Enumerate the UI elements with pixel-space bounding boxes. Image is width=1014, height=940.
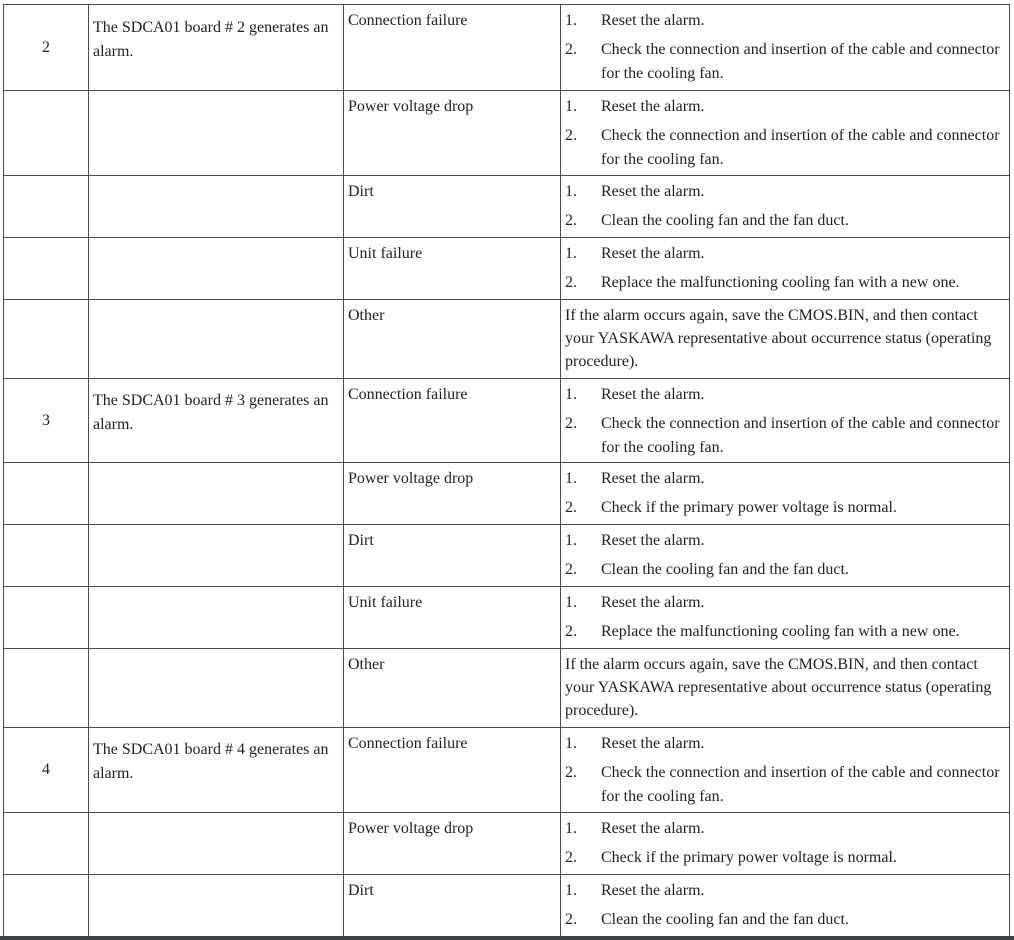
cause-cell [344,238,561,300]
cause-cell [344,176,561,238]
cause-cell [344,525,561,587]
action-cell [561,5,1010,91]
action-note: If the alarm occurs again, save the CMOS.BIN, and then contact your YASKAWA representative about occurrence status (operating procedure). [565,656,992,719]
step-text: Reset the alarm. [601,245,705,262]
alarm-table [3,4,1010,937]
step-text: Reset the alarm. [601,470,705,487]
action-cell [561,238,1010,300]
cause-cell [344,728,561,813]
alarm-number-cell [4,238,89,300]
cause-cell [344,463,561,525]
step-text: Reset the alarm. [601,12,705,29]
action-steps [565,383,1005,460]
action-step [565,620,1005,644]
action-step [565,732,1005,756]
table-row [4,91,1010,176]
alarm-number-cell [4,649,89,728]
alarm-description-cell [89,813,344,875]
alarm-number-cell [4,91,89,176]
alarm-description-cell [89,728,344,813]
action-step [565,467,1005,491]
alarm-description-cell [89,176,344,238]
step-text: Replace the malfunctioning cooling fan with a new one. [601,623,960,640]
step-text: Reset the alarm. [601,882,705,899]
step-text: Reset the alarm. [601,735,705,752]
table-row [4,728,1010,813]
alarm-number-cell [4,379,89,463]
action-steps [565,529,1005,582]
action-cell [561,875,1010,937]
action-steps [565,817,1005,870]
action-steps [565,732,1005,809]
step-text: Reset the alarm. [601,532,705,549]
action-cell [561,379,1010,463]
step-number: 1. [565,820,577,837]
alarm-number: 3 [42,411,50,429]
action-step [565,761,1005,809]
alarm-description-cell [89,525,344,587]
action-cell [561,300,1010,379]
step-number: 1. [565,532,577,549]
alarm-number-cell [4,300,89,379]
action-steps [565,242,1005,295]
step-number: 1. [565,735,577,752]
cause-text: Unit failure [348,245,423,262]
window-bottom-bar [0,936,1014,940]
alarm-number-cell [4,176,89,238]
step-number: 1. [565,594,577,611]
cause-text: Other [348,656,385,673]
alarm-description-cell [89,379,344,463]
action-cell [561,813,1010,875]
action-step [565,591,1005,615]
action-cell [561,463,1010,525]
action-cell [561,587,1010,649]
action-cell [561,728,1010,813]
step-number: 2. [565,911,577,928]
alarm-description-cell [89,587,344,649]
alarm-description-cell [89,649,344,728]
step-number: 1. [565,245,577,262]
step-text: Reset the alarm. [601,386,705,403]
action-step [565,558,1005,582]
cause-text: Power voltage drop [348,470,474,487]
action-step [565,180,1005,204]
step-text: Check the connection and insertion of the cable and connector for the cooling fan. [601,41,1000,82]
alarm-number-cell [4,875,89,937]
step-number: 2. [565,623,577,640]
cause-cell [344,91,561,176]
action-step [565,412,1005,460]
step-number: 2. [565,849,577,866]
alarm-number-cell [4,813,89,875]
action-step [565,271,1005,295]
alarm-number: 2 [42,38,50,56]
step-text: Check the connection and insertion of the cable and connector for the cooling fan. [601,415,1000,456]
action-steps [565,879,1005,932]
table-row [4,463,1010,525]
action-step [565,242,1005,266]
action-steps [565,591,1005,644]
step-text: Reset the alarm. [601,820,705,837]
step-text: Check the connection and insertion of the cable and connector for the cooling fan. [601,127,1000,168]
action-step [565,529,1005,553]
alarm-description-cell [89,463,344,525]
cause-text: Dirt [348,532,374,549]
table-row [4,587,1010,649]
alarm-description-cell [89,5,344,91]
step-text: Reset the alarm. [601,98,705,115]
action-cell [561,649,1010,728]
cause-cell [344,379,561,463]
step-number: 1. [565,882,577,899]
step-number: 2. [565,499,577,516]
action-steps [565,180,1005,233]
step-number: 2. [565,415,577,432]
alarm-number-cell [4,728,89,813]
table-row [4,238,1010,300]
cause-text: Other [348,307,385,324]
action-note: If the alarm occurs again, save the CMOS.BIN, and then contact your YASKAWA representative about occurrence status (operating procedure). [565,307,992,370]
step-number: 1. [565,470,577,487]
table-row [4,813,1010,875]
action-step [565,846,1005,870]
cause-cell [344,300,561,379]
table-row [4,379,1010,463]
table-row [4,176,1010,238]
alarm-description-cell [89,238,344,300]
action-step [565,908,1005,932]
cause-cell [344,649,561,728]
action-step [565,209,1005,233]
step-number: 1. [565,183,577,200]
action-step [565,817,1005,841]
alarm-description-cell [89,875,344,937]
step-text: Reset the alarm. [601,594,705,611]
action-steps [565,467,1005,520]
action-steps [565,95,1005,172]
action-step [565,9,1005,33]
action-step [565,38,1005,86]
alarm-number: 4 [42,761,50,778]
step-number: 2. [565,41,577,58]
step-number: 1. [565,98,577,115]
cause-text: Dirt [348,882,374,899]
alarm-description-cell [89,91,344,176]
table-row [4,875,1010,937]
step-text: Reset the alarm. [601,183,705,200]
alarm-table-body [4,5,1010,937]
cause-text: Dirt [348,183,374,200]
step-text: Clean the cooling fan and the fan duct. [601,911,849,928]
alarm-description: The SDCA01 board # 2 generates an alarm. [93,18,329,60]
cause-cell [344,875,561,937]
action-cell [561,525,1010,587]
step-text: Replace the malfunctioning cooling fan with a new one. [601,274,960,291]
cause-text: Power voltage drop [348,98,474,115]
alarm-description: The SDCA01 board # 4 generates an alarm. [93,741,329,782]
action-step [565,124,1005,172]
action-steps [565,9,1005,86]
cause-cell [344,813,561,875]
step-text: Clean the cooling fan and the fan duct. [601,212,849,229]
action-step [565,879,1005,903]
alarm-number-cell [4,463,89,525]
alarm-number-cell [4,525,89,587]
step-text: Check if the primary power voltage is normal. [601,849,897,866]
table-row [4,525,1010,587]
table-row [4,649,1010,728]
cause-cell [344,587,561,649]
step-text: Clean the cooling fan and the fan duct. [601,561,849,578]
alarm-number-cell [4,5,89,91]
step-number: 2. [565,127,577,144]
step-number: 1. [565,12,577,29]
cause-text: Connection failure [348,735,468,752]
cause-text: Unit failure [348,594,423,611]
step-number: 2. [565,212,577,229]
table-row [4,5,1010,91]
alarm-description: The SDCA01 board # 3 generates an alarm. [93,391,329,433]
step-number: 1. [565,386,577,403]
action-step [565,496,1005,520]
action-step [565,383,1005,407]
cause-text: Power voltage drop [348,820,474,837]
action-step [565,95,1005,119]
step-number: 2. [565,764,577,781]
table-row [4,300,1010,379]
step-text: Check if the primary power voltage is normal. [601,499,897,516]
step-number: 2. [565,274,577,291]
step-text: Check the connection and insertion of the cable and connector for the cooling fan. [601,764,1000,805]
alarm-number-cell [4,587,89,649]
step-number: 2. [565,561,577,578]
action-cell [561,91,1010,176]
action-cell [561,176,1010,238]
cause-text: Connection failure [348,386,468,403]
cause-text: Connection failure [348,12,468,29]
alarm-description-cell [89,300,344,379]
cause-cell [344,5,561,91]
